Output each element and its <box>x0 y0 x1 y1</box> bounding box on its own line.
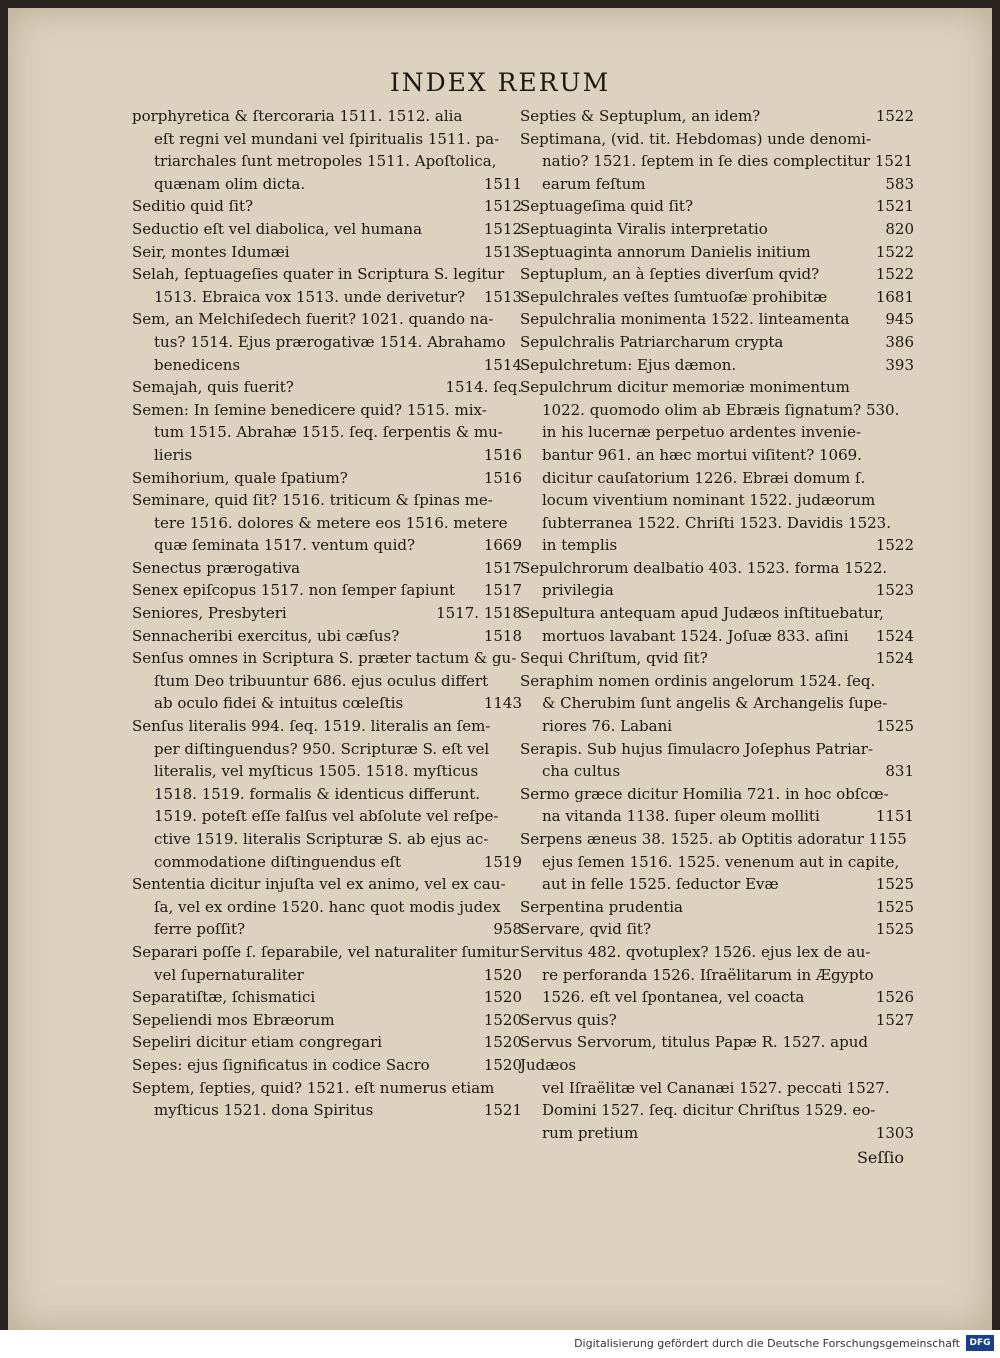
entry-page-number: 386 <box>885 332 914 351</box>
entry-line: Seminare, quid ſit? 1516. triticum & ſpinas me- <box>132 491 493 510</box>
entry-line: Seditio quid ſit? <box>132 197 254 216</box>
book-page <box>8 8 992 1330</box>
entry-line: tere 1516. dolores & metere eos 1516. metere <box>154 513 508 532</box>
index-entry <box>520 1031 914 1144</box>
index-entry <box>132 579 522 602</box>
index-entry <box>132 625 522 648</box>
index-entry <box>132 241 522 264</box>
entry-line: & Cherubim ſunt angelis & Archangelis ſupe- <box>542 694 888 713</box>
entry-line: 1518. 1519. formalis & identicus differunt. <box>154 784 481 803</box>
index-entry <box>132 467 522 490</box>
index-entry <box>132 1009 522 1032</box>
entry-line: Seductio eſt vel diabolica, vel humana <box>132 219 423 238</box>
entry-page-number: 1525 <box>875 920 914 939</box>
entry-line: tum 1515. Abrahæ 1515. ſeq. ſerpentis & mu- <box>154 423 503 442</box>
entry-line: privilegia <box>542 581 614 600</box>
entry-page-number: 1143 <box>483 694 522 713</box>
entry-line: Seraphim nomen ordinis angelorum 1524. ſeq. <box>520 671 876 690</box>
entry-line: Septies & Septuplum, an idem? <box>520 107 761 125</box>
entry-line: Serapis. Sub hujus ſimulacro Joſephus Patriar- <box>520 739 874 758</box>
entry-line: Domini 1527. ſeq. dicitur Chriſtus 1529. eo- <box>542 1101 876 1120</box>
entry-line: Senectus prærogativa <box>132 558 301 577</box>
entry-page-number: 1517. 1518 <box>436 604 522 623</box>
entry-page-number: 831 <box>885 762 914 781</box>
entry-line: locum viventium nominant 1522. judæorum <box>542 491 876 510</box>
entry-line: Septuageſima quid ſit? <box>520 197 693 216</box>
index-entry <box>132 489 522 557</box>
index-entry <box>520 941 914 1009</box>
entry-line: Semen: In ſemine benedicere quid? 1515. mix- <box>132 400 487 419</box>
entry-line: cha cultus <box>542 762 621 781</box>
index-column-left <box>132 105 522 1122</box>
index-entry <box>520 286 914 309</box>
entry-line: vel ſupernaturaliter <box>154 965 304 984</box>
entry-line: Sepulchrum dicitur memoriæ monimentum <box>520 378 850 397</box>
index-entry <box>520 647 914 670</box>
entry-line: Sepulchretum: Ejus dæmon. <box>520 355 737 374</box>
entry-line: na vitanda 1138. ſuper oleum molliti <box>542 807 820 826</box>
entry-line: Servitus 482. qvotuplex? 1526. ejus lex de au- <box>520 942 871 961</box>
index-entry <box>132 1031 522 1054</box>
entry-page-number: 1523 <box>875 581 914 600</box>
entry-line: commodatione diſtinguendus eſt <box>154 852 402 871</box>
entry-page-number: 1514. ſeq. <box>445 378 522 397</box>
entry-line: Septuplum, an à ſepties diverſum qvid? <box>520 265 820 284</box>
funding-note: Digitalisierung gefördert durch die Deutsche Forschungsgemeinschaft <box>574 1337 960 1350</box>
entry-page-number: 1512 <box>483 197 522 216</box>
entry-line: Seir, montes Idumæi <box>132 242 290 261</box>
entry-page-number: 1513 <box>483 242 522 261</box>
entry-line: ctive 1519. literalis Scripturæ S. ab ejus ac- <box>154 830 489 848</box>
index-entry <box>520 896 914 919</box>
entry-page-number: 1522 <box>875 536 914 555</box>
index-entry <box>520 670 914 738</box>
entry-line: tus? 1514. Ejus prærogativæ 1514. Abrahamo <box>154 332 506 351</box>
entry-line: Sepultura antequam apud Judæos inſtituebatur, <box>520 604 884 623</box>
entry-line: ſtum Deo tribuuntur 686. ejus oculus differt <box>154 671 489 690</box>
entry-line: re perforanda 1526. Iſraëlitarum in Ægypto <box>542 965 874 984</box>
entry-page-number: 1681 <box>875 287 914 306</box>
index-entry <box>520 105 914 128</box>
entry-page-number: 1520 <box>483 1010 522 1029</box>
entry-line: quæ ſeminata 1517. ventum quid? <box>154 536 416 555</box>
entry-line: Semajah, quis fuerit? <box>132 378 294 397</box>
index-entry <box>132 647 522 715</box>
entry-page-number: 1514 <box>483 355 522 374</box>
entry-line: Serpens æneus 38. 1525. ab Optitis adoratur 1155 <box>520 830 907 848</box>
entry-page-number: 1516 <box>483 468 522 487</box>
entry-line: natio? 1521. ſeptem in ſe dies complectitur 1521 <box>542 152 914 171</box>
entry-page-number: 1522 <box>875 242 914 261</box>
dfg-logo: DFG <box>966 1335 994 1351</box>
index-entry <box>132 263 522 308</box>
entry-line: Separari poſſe ſ. ſeparabile, vel naturaliter ſumitur <box>132 942 519 961</box>
entry-page-number: 1303 <box>875 1123 914 1142</box>
entry-line: quænam olim dicta. <box>154 174 306 193</box>
index-entry <box>132 399 522 467</box>
entry-line: mortuos lavabant 1524. Joſuæ 833. aſini <box>542 626 849 645</box>
index-entry <box>520 218 914 241</box>
entry-page-number: 1524 <box>875 626 914 645</box>
entry-line: Senſus literalis 994. ſeq. 1519. literalis an ſem- <box>132 717 491 736</box>
entry-page-number: 1524 <box>875 649 914 668</box>
entry-line: Sepulchrorum dealbatio 403. 1523. forma 1522. <box>520 558 888 577</box>
entry-page-number: 1520 <box>483 1033 522 1052</box>
catchword: Seſſio <box>856 1148 904 1167</box>
entry-line: Serpentina prudentia <box>520 897 684 916</box>
index-entry <box>132 218 522 241</box>
index-entry <box>520 308 914 331</box>
entry-line: Sennacheribi exercitus, ubi cæſus? <box>132 626 400 645</box>
entry-page-number: 820 <box>885 219 914 238</box>
entry-line: literalis, vel myſticus 1505. 1518. myſticus <box>154 762 479 781</box>
entry-line: Sepulchralia monimenta 1522. linteamenta <box>520 310 850 329</box>
index-entry <box>520 1009 914 1032</box>
index-entry <box>132 557 522 580</box>
entry-line: ferre poſſit? <box>154 920 246 939</box>
index-entry <box>520 738 914 783</box>
index-entry <box>132 602 522 625</box>
entry-line: Septem, ſepties, quid? 1521. eſt numerus etiam <box>132 1078 495 1097</box>
entry-line: Separatiſtæ, ſchismatici <box>132 988 316 1007</box>
index-entry <box>132 941 522 986</box>
entry-page-number: 393 <box>885 355 914 374</box>
footer-bar <box>0 1330 1000 1358</box>
entry-line: Sepeliendi mos Ebræorum <box>132 1010 335 1029</box>
index-entry <box>520 602 914 647</box>
entry-line: bantur 961. an hæc mortui viſitent? 1069. <box>542 445 862 464</box>
entry-line: Sepes: ejus ſignificatus in codice Sacro <box>132 1055 430 1074</box>
entry-line: aut in felle 1525. ſeductor Evæ <box>542 875 779 894</box>
entry-line: Servare, qvid ſit? <box>520 920 651 939</box>
entry-line: Semihorium, quale ſpatium? <box>132 468 348 487</box>
entry-line: lieris <box>154 445 193 464</box>
entry-line: ſa, vel ex ordine 1520. hanc quot modis judex <box>154 897 501 916</box>
entry-line: Septuaginta Viralis interpretatio <box>520 219 768 238</box>
entry-line: Sepulchralis Patriarcharum crypta <box>520 332 784 351</box>
index-entry <box>520 354 914 377</box>
index-entry <box>132 376 522 399</box>
index-column-right <box>520 105 914 1144</box>
entry-line: Servus quis? <box>520 1010 617 1029</box>
entry-page-number: 1521 <box>483 1101 522 1120</box>
entry-page-number: 1520 <box>483 988 522 1007</box>
index-entry <box>132 195 522 218</box>
entry-page-number: 1521 <box>875 197 914 216</box>
entry-page-number: 1517 <box>483 558 522 577</box>
index-entry <box>520 828 914 896</box>
entry-line: Seniores, Presbyteri <box>132 604 287 623</box>
index-entry <box>520 331 914 354</box>
entry-page-number: 1512 <box>483 219 522 238</box>
entry-page-number: 1513 <box>483 287 522 306</box>
entry-page-number: 958 <box>493 920 522 939</box>
entry-page-number: 1519 <box>483 852 522 871</box>
entry-line: Senex epiſcopus 1517. non ſemper ſapiunt <box>132 581 456 600</box>
index-entry <box>520 241 914 264</box>
entry-page-number: 1669 <box>483 536 522 555</box>
index-entry <box>132 715 522 873</box>
entry-page-number: 1511 <box>483 174 522 193</box>
entry-line: rum pretium <box>542 1123 639 1142</box>
entry-page-number: 583 <box>885 174 914 193</box>
entry-line: benedicens <box>154 355 241 374</box>
entry-page-number: 1526 <box>875 988 914 1007</box>
index-entry <box>132 986 522 1009</box>
entry-line: per diſtinguendus? 950. Scripturæ S. eſt vel <box>154 739 490 758</box>
entry-page-number: 1522 <box>875 265 914 284</box>
index-entry <box>132 873 522 941</box>
index-entry <box>520 376 914 557</box>
entry-page-number: 1516 <box>483 445 522 464</box>
entry-line: Servus Servorum, titulus Papæ R. 1527. apud Judæos <box>520 1033 868 1074</box>
entry-line: dicitur cauſatorium 1226. Ebræi domum ſ. <box>542 468 866 487</box>
entry-line: Septimana, (vid. tit. Hebdomas) unde denomi- <box>520 129 872 148</box>
index-entry <box>132 1077 522 1122</box>
entry-line: Septuaginta annorum Danielis initium <box>520 242 811 261</box>
entry-page-number: 1518 <box>483 626 522 645</box>
entry-line: triarchales ſunt metropoles 1511. Apoſtolica, <box>154 152 497 171</box>
entry-line: Sententia dicitur injuſta vel ex animo, vel ex cau- <box>132 875 506 894</box>
entry-page-number: 1525 <box>875 717 914 736</box>
entry-line: Sepeliri dicitur etiam congregari <box>132 1033 383 1052</box>
entry-line: vel Iſraëlitæ vel Cananæi 1527. peccati 1527. <box>542 1078 890 1097</box>
entry-page-number: 1151 <box>875 807 914 826</box>
entry-line: in his lucernæ perpetuo ardentes invenie- <box>542 423 862 442</box>
entry-line: Selah, ſeptuageſies quater in Scriptura S. legitur <box>132 265 505 284</box>
index-entry <box>132 105 522 195</box>
entry-page-number: 1525 <box>875 897 914 916</box>
entry-line: riores 76. Labani <box>542 717 673 736</box>
entry-line: Sequi Chriſtum, qvid ſit? <box>520 649 708 668</box>
entry-line: Sepulchrales veſtes ſumtuoſæ prohibitæ <box>520 287 828 306</box>
entry-page-number: 1525 <box>875 875 914 894</box>
entry-line: Senſus omnes in Scriptura S. præter tactum & gu- <box>132 649 517 668</box>
entry-line: porphyretica & ſtercoraria 1511. 1512. alia <box>132 107 463 125</box>
index-entry <box>520 918 914 941</box>
index-entry <box>132 1054 522 1077</box>
page-header: INDEX RERUM <box>389 68 611 97</box>
entry-line: ſubterranea 1522. Chriſti 1523. Davidis 1523. <box>542 513 891 532</box>
entry-page-number: 1517 <box>483 581 522 600</box>
entry-line: myſticus 1521. dona Spiritus <box>154 1101 374 1120</box>
entry-line: in templis <box>542 536 618 555</box>
entry-page-number: 945 <box>885 310 914 329</box>
entry-page-number: 1522 <box>875 107 914 125</box>
index-entry <box>520 557 914 602</box>
index-entry <box>520 263 914 286</box>
index-entry <box>520 195 914 218</box>
entry-line: ab oculo fidei & intuitus cœleſtis <box>154 694 404 713</box>
entry-line: 1526. eſt vel ſpontanea, vel coacta <box>542 988 805 1007</box>
entry-line: Sermo græce dicitur Homilia 721. in hoc obſcœ- <box>520 784 889 803</box>
entry-page-number: 1527 <box>875 1010 914 1029</box>
index-entry <box>520 128 914 196</box>
entry-page-number: 1520 <box>483 965 522 984</box>
entry-line: 1519. poteſt eſſe falſus vel abſolute vel reſpe- <box>154 807 499 826</box>
entry-line: 1513. Ebraica vox 1513. unde derivetur? <box>154 287 465 306</box>
entry-line: 1022. quomodo olim ab Ebræis ſignatum? 530. <box>542 400 900 419</box>
entry-line: Sem, an Melchiſedech fuerit? 1021. quando na- <box>132 310 494 329</box>
index-entry <box>132 308 522 376</box>
entry-page-number: 1520 <box>483 1055 522 1074</box>
entry-line: eſt regni vel mundani vel ſpiritualis 1511. pa- <box>154 129 500 148</box>
index-entry <box>520 783 914 828</box>
entry-line: earum feſtum <box>542 174 646 193</box>
entry-line: ejus ſemen 1516. 1525. venenum aut in capite, <box>542 852 900 871</box>
